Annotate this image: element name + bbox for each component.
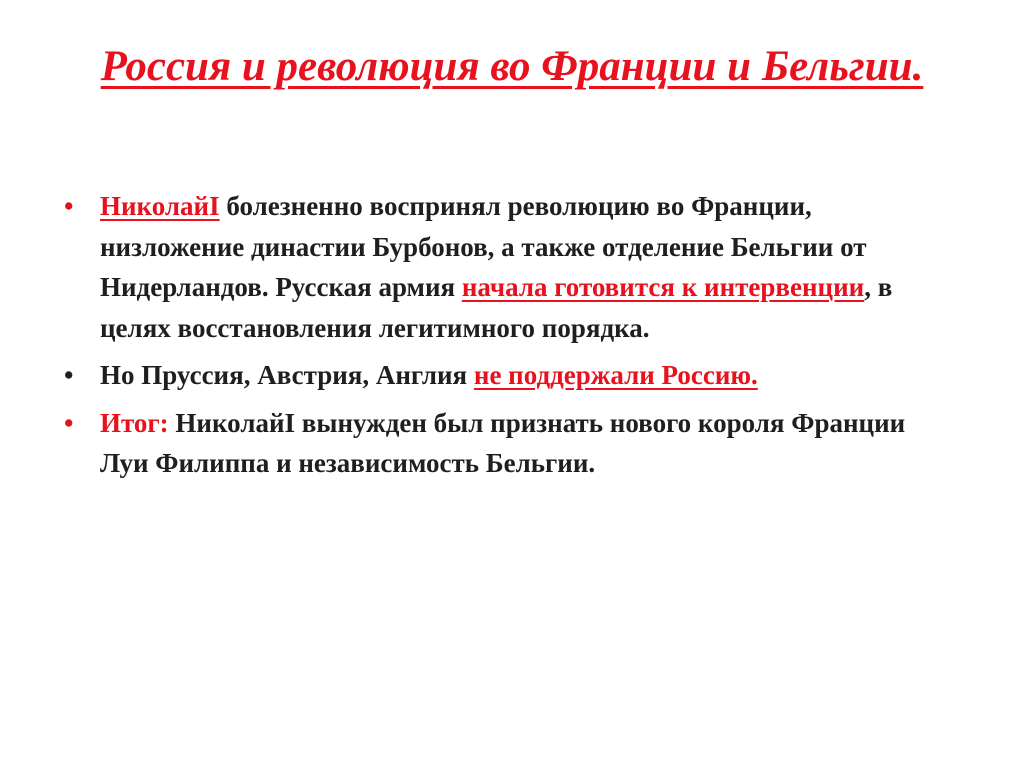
bullet-text: НиколайI вынужден был признать нового короля Франции Луи Филиппа и независимость Бельгии. xyxy=(100,407,906,478)
bullet-item-result xyxy=(64,403,944,484)
bullet-item-nicholas-reaction xyxy=(64,186,944,348)
bullet-item-no-support xyxy=(64,355,944,396)
bullet-lead-result: Итог: xyxy=(100,407,169,438)
bullet-text: болезненно воспринял революцию во Франции, низложение династии Бурбонов, а также отделение Бельгии от Нидерландов. Русская армия xyxy=(100,191,867,302)
slide-title: Россия и революция во Франции и Бельгии. xyxy=(100,43,924,90)
bullet-text: , в целях восстановления легитимного порядка. xyxy=(100,272,893,343)
bullet-marker: • xyxy=(64,360,74,390)
bullet-marker: • xyxy=(64,191,74,221)
bullet-emphasis-no-support: не поддержали Россию. xyxy=(473,360,758,390)
bullet-list xyxy=(64,186,944,484)
bullet-text: Но Пруссия, Австрия, Англия xyxy=(100,360,474,390)
bullet-lead-nicholas: НиколайI xyxy=(100,191,220,221)
bullet-emphasis-intervention: начала готовится к интервенции xyxy=(461,272,865,302)
bullet-marker: • xyxy=(64,407,74,438)
